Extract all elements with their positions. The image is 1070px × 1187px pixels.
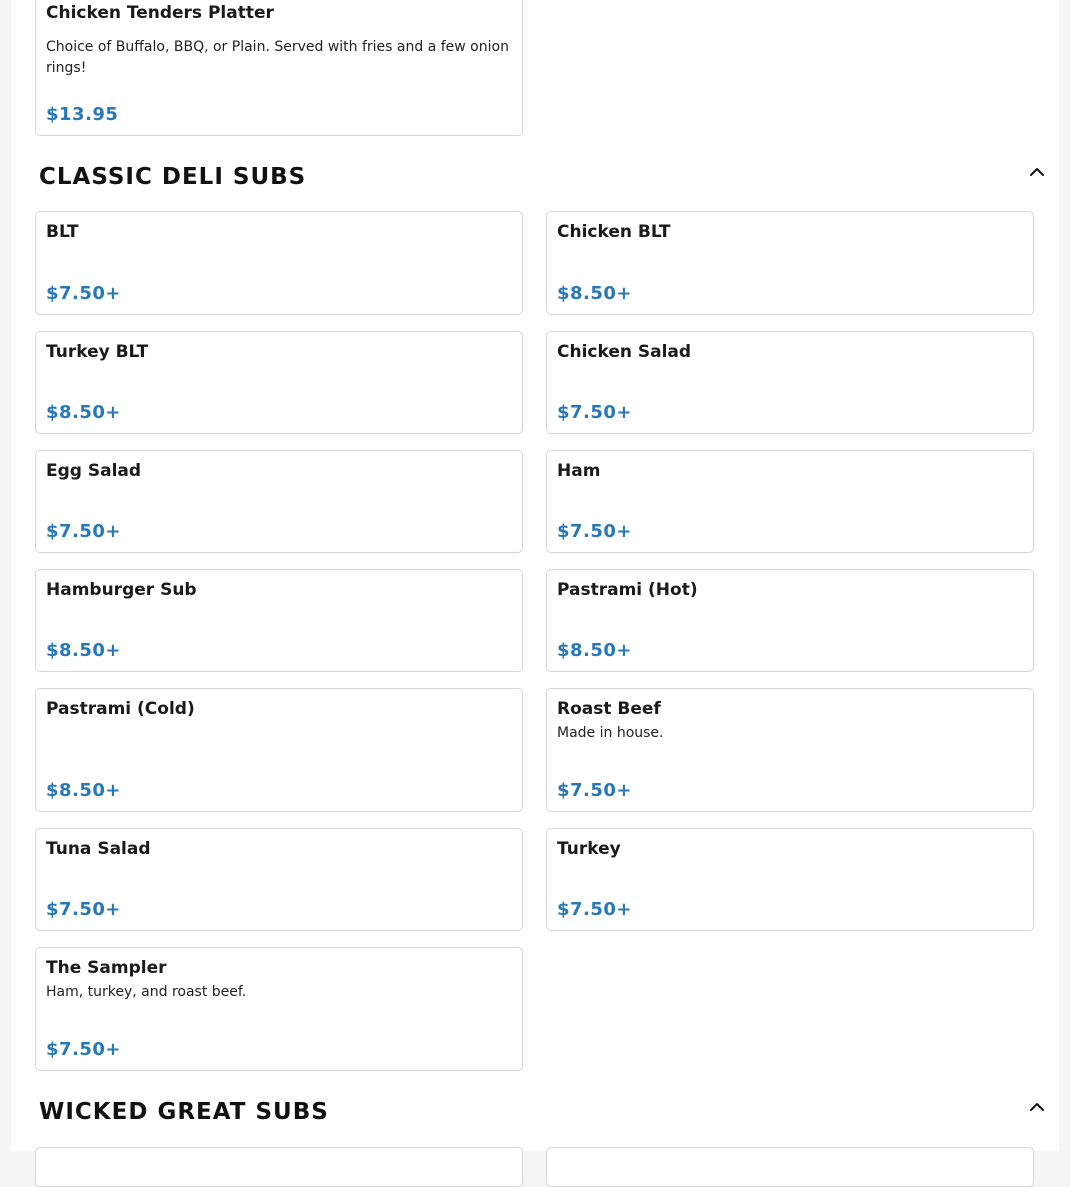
chevron-up-icon[interactable] xyxy=(1025,1095,1049,1119)
menu-item-price: $7.50+ xyxy=(557,402,633,423)
menu-page xyxy=(11,0,1059,1151)
menu-item-card[interactable] xyxy=(35,450,523,553)
section-title: WICKED GREAT SUBS xyxy=(39,1099,329,1125)
menu-item-price: $7.50+ xyxy=(557,899,633,920)
menu-item-price: $7.50+ xyxy=(46,521,122,542)
menu-item-name: Egg Salad xyxy=(46,461,142,481)
menu-item-name: Tuna Salad xyxy=(46,839,151,859)
menu-item-name: Hamburger Sub xyxy=(46,580,197,600)
menu-item-name: Pastrami (Hot) xyxy=(557,580,698,600)
menu-item-price: $7.50+ xyxy=(557,780,633,801)
menu-item-name: Chicken Salad xyxy=(557,342,692,362)
menu-item-card[interactable] xyxy=(546,1147,1034,1187)
menu-item-card[interactable] xyxy=(35,947,523,1071)
menu-item-card[interactable] xyxy=(35,569,523,672)
menu-item-card[interactable] xyxy=(546,828,1034,931)
menu-item-name: Chicken BLT xyxy=(557,222,671,242)
section-header-wicked-great-subs[interactable] xyxy=(39,1093,1049,1133)
menu-item-price: $7.50+ xyxy=(46,1039,122,1060)
menu-item-card[interactable] xyxy=(35,331,523,434)
menu-item-description: Made in house. xyxy=(557,725,664,741)
menu-item-name: Turkey BLT xyxy=(46,342,149,362)
menu-item-price: $7.50+ xyxy=(46,899,122,920)
menu-item-card[interactable] xyxy=(546,569,1034,672)
menu-item-card[interactable] xyxy=(546,450,1034,553)
menu-item-card[interactable] xyxy=(35,0,523,136)
menu-item-description: Ham, turkey, and roast beef. xyxy=(46,984,247,1000)
menu-item-card[interactable] xyxy=(546,211,1034,315)
menu-item-price: $13.95 xyxy=(46,104,119,125)
chevron-up-icon[interactable] xyxy=(1025,160,1049,184)
menu-item-card[interactable] xyxy=(35,688,523,812)
menu-item-name: Pastrami (Cold) xyxy=(46,699,195,719)
menu-item-description: Choice of Buffalo, BBQ, or Plain. Served with fries and a few onion rings! xyxy=(46,39,509,76)
section-title: CLASSIC DELI SUBS xyxy=(39,164,307,190)
menu-item-name: Ham xyxy=(557,461,601,481)
menu-item-card[interactable] xyxy=(35,211,523,315)
menu-item-name: Chicken Tenders Platter xyxy=(46,3,274,23)
menu-item-card[interactable] xyxy=(546,688,1034,812)
menu-item-name: Turkey xyxy=(557,839,621,859)
menu-item-price: $8.50+ xyxy=(46,780,122,801)
menu-item-price: $7.50+ xyxy=(46,283,122,304)
menu-item-price: $8.50+ xyxy=(557,640,633,661)
menu-item-name: BLT xyxy=(46,222,79,242)
menu-item-price: $8.50+ xyxy=(557,283,633,304)
menu-item-price: $8.50+ xyxy=(46,402,122,423)
menu-item-price: $7.50+ xyxy=(557,521,633,542)
menu-item-card[interactable] xyxy=(35,828,523,931)
menu-item-price: $8.50+ xyxy=(46,640,122,661)
section-header-classic-deli-subs[interactable] xyxy=(39,158,1049,198)
menu-item-name: Roast Beef xyxy=(557,699,661,719)
menu-item-card[interactable] xyxy=(35,1147,523,1187)
menu-item-card[interactable] xyxy=(546,331,1034,434)
menu-item-name: The Sampler xyxy=(46,958,167,978)
